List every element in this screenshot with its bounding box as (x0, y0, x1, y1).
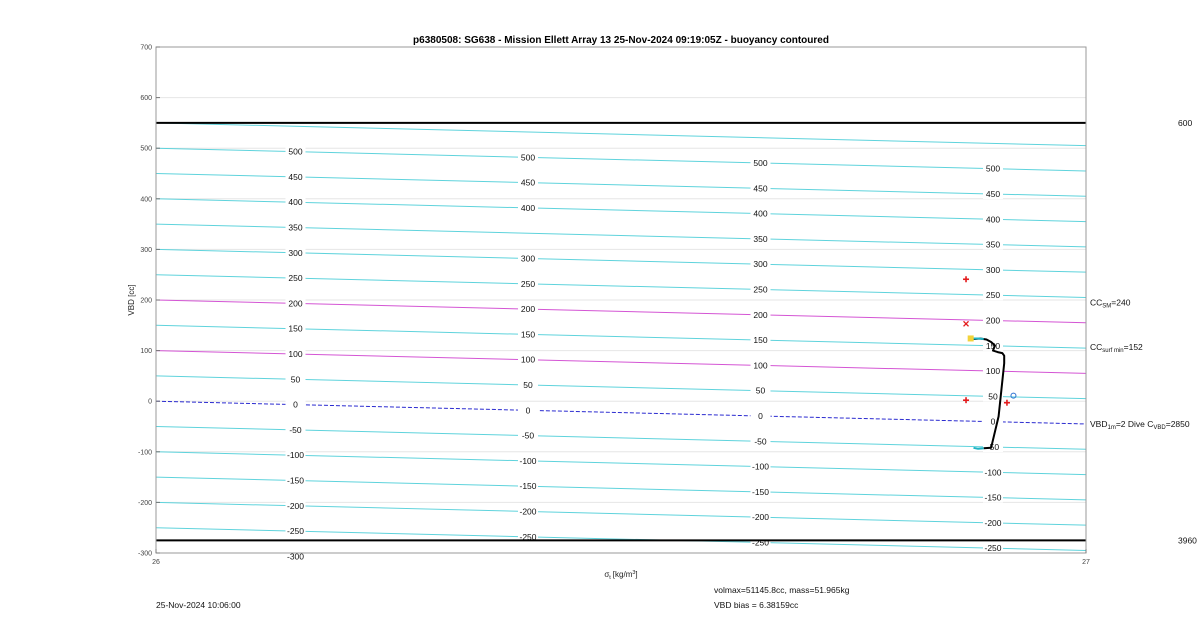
contour-line (156, 578, 1086, 601)
contour-label: -50 (986, 441, 1000, 452)
contour-label: -250 (984, 543, 1002, 554)
contour-label: -100 (984, 467, 1002, 478)
y-tick-label: 600 (140, 95, 152, 103)
contour-label: 400 (753, 208, 768, 219)
contour-label: 50 (523, 380, 533, 391)
contour-label: 100 (985, 366, 1001, 377)
contour-label: 450 (985, 188, 1001, 199)
contour-label: 300 (753, 259, 768, 270)
contour-label: -50 (289, 424, 302, 435)
contour-label: -150 (519, 481, 537, 492)
contour-label: -250 (286, 526, 305, 537)
annotation-suffix: =240 (1111, 297, 1131, 308)
annotation-label (1090, 419, 1190, 431)
contour-label: 400 (288, 197, 303, 208)
contour-line (156, 123, 1086, 146)
x-axis-label-sub: t (609, 575, 611, 581)
contour-label: 250 (288, 273, 303, 284)
footer-timestamp: 25-Nov-2024 10:06:00 (156, 600, 241, 610)
contour-label: 400 (985, 214, 1001, 225)
contour-label: 500 (520, 152, 536, 163)
contour-label: 150 (753, 335, 768, 346)
annotation-label (1090, 342, 1143, 354)
contour-label: 250 (985, 290, 1001, 301)
y-tick-label: -200 (137, 499, 152, 507)
contour-label: 200 (753, 309, 768, 320)
y-tick-label: -300 (137, 550, 152, 558)
annotation-text: CC (1090, 342, 1103, 353)
chart-title: p6380508: SG638 - Mission Ellett Array 13 25-Nov-2024 09:19:05Z - buoyancy contoured (413, 35, 829, 46)
y-tick-label: 300 (140, 246, 152, 254)
contour-label: 300 (288, 247, 303, 258)
contour-label: -200 (751, 512, 770, 523)
contour-label: -300 (286, 551, 305, 562)
y-tick-label: 100 (140, 348, 152, 356)
y-tick-label: -100 (137, 449, 152, 457)
x-axis-label (604, 570, 637, 581)
contour-label: 150 (288, 323, 303, 334)
marker-square (968, 335, 974, 341)
contour-label: -150 (751, 486, 770, 497)
contour-label: 350 (985, 239, 1001, 250)
y-tick-label: 0 (148, 398, 152, 406)
contour-label: 0 (525, 405, 531, 416)
contour-label: 200 (288, 298, 303, 309)
contour-label: -100 (519, 455, 537, 466)
annotation-suffix: =2 Dive C (1115, 418, 1154, 429)
contour-label: -200 (984, 517, 1002, 528)
contour-label: -200 (519, 506, 537, 517)
contour-label: 100 (520, 354, 536, 365)
contour-label: 250 (520, 278, 536, 289)
x-tick-label: 26 (152, 559, 160, 566)
contour-label: -150 (984, 492, 1002, 503)
y-axis-label: VBD [cc] (127, 284, 136, 316)
contour-label: 500 (288, 146, 303, 157)
contour-label: 500 (753, 158, 768, 169)
x-tick-label: 27 (1082, 559, 1090, 566)
contour-label: 150 (520, 329, 536, 340)
contour-label: 350 (288, 222, 303, 233)
footer-vbd-bias: VBD bias = 6.38159cc (714, 600, 799, 610)
contour-label: -250 (751, 537, 770, 548)
annotation-sub: 1m (1107, 424, 1116, 431)
annotation-label (1090, 298, 1131, 310)
marker-plus (1004, 400, 1010, 406)
contour-label-layer (286, 147, 1004, 562)
y-tick-label: 700 (140, 44, 152, 52)
x-axis-label-symbol: σ (604, 570, 610, 579)
contour-label: -150 (286, 475, 305, 486)
contour-label: -50 (521, 430, 535, 441)
contour-label: 0 (758, 411, 763, 422)
y-tick-label: 400 (140, 196, 152, 204)
contour-label: -100 (751, 461, 770, 472)
limit-line-label: 3960 (1178, 535, 1197, 546)
contour-label: 400 (520, 202, 536, 213)
contour-label: -50 (754, 436, 767, 447)
contour-label: -200 (286, 500, 305, 511)
x-axis-label-unit-sup: 3 (632, 570, 636, 576)
contour-label: 500 (985, 163, 1001, 174)
footer-volmax: volmax=51145.8cc, mass=51.965kg (714, 585, 850, 595)
annotation-sub: surf min (1102, 348, 1124, 355)
annotation-layer (1090, 298, 1190, 431)
limit-line-label: 600 (1178, 117, 1193, 128)
marker-x (964, 321, 969, 326)
contour-label: 100 (753, 360, 768, 371)
contour-label: 0 (293, 399, 298, 410)
contour-label: 100 (288, 349, 303, 360)
x-axis-label-unit-end: ] (635, 570, 638, 579)
annotation-suffix: =152 (1123, 342, 1143, 353)
contour-label: 250 (753, 284, 768, 295)
contour-label: -100 (286, 450, 305, 461)
marker-plus (963, 397, 969, 403)
y-tick-label: 200 (140, 297, 152, 305)
contour-label: 0 (990, 416, 996, 427)
marker-plus (963, 276, 969, 282)
annotation-sub: SM (1102, 303, 1112, 310)
annotation-text: CC (1090, 297, 1103, 308)
annotation-text: VBD (1090, 418, 1108, 429)
contour-label: 150 (985, 340, 1001, 351)
contour-label: 50 (290, 374, 301, 385)
contour-label: 50 (755, 385, 766, 396)
contour-label: 50 (988, 391, 998, 402)
contour-label: 300 (985, 264, 1001, 275)
contour-label: 450 (753, 183, 768, 194)
y-tick-label: 500 (140, 145, 152, 153)
contour-label: 450 (520, 177, 536, 188)
annotation-sub: VBD (1153, 424, 1166, 431)
contour-label: 200 (985, 315, 1001, 326)
series-line (974, 448, 984, 449)
contour-label: 350 (753, 233, 768, 244)
contour-label: 300 (520, 253, 536, 264)
contour-label: 450 (288, 171, 303, 182)
contour-label: 200 (520, 304, 536, 315)
contour-label: -250 (519, 531, 537, 542)
annotation-suffix: =2850 (1165, 418, 1190, 429)
x-axis-label-unit: [kg/m (612, 570, 633, 579)
